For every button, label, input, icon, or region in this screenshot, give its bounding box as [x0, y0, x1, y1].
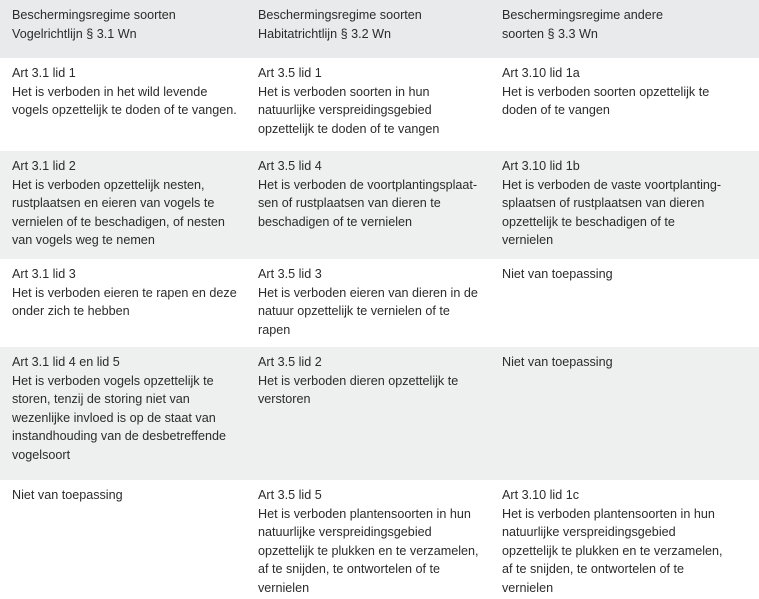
cell-text: van vogels weg te nemen	[12, 233, 155, 248]
table-cell	[0, 151, 246, 259]
cell-text: instandhouding van de desbetreffende	[12, 429, 227, 444]
cell-text: vernielen	[502, 580, 554, 595]
cell-text: Het is verboden eieren van dieren in de	[258, 285, 478, 300]
table-row	[0, 151, 759, 259]
article-ref: Art 3.1 lid 1	[12, 66, 76, 80]
article-ref: Art 3.5 lid 1	[258, 66, 322, 80]
cell-text: storen, tenzij de storing niet van	[12, 392, 190, 407]
header-text: Habitatrichtlijn § 3.2 Wn	[258, 26, 391, 41]
cell-text: Het is verboden plantensoorten in hun	[502, 506, 715, 521]
table-row	[0, 58, 759, 151]
cell-text: beschadigen of te vernielen	[258, 214, 413, 229]
header-text: Beschermingsregime soorten	[12, 8, 176, 22]
cell-text: Het is verboden de voortplantingsplaat-	[258, 177, 478, 192]
cell-text: sen of rustplaatsen van dieren te	[258, 196, 441, 211]
cell-text: vernielen of te beschadigen, of nesten	[12, 214, 225, 229]
cell-text: natuurlijke verspreidingsgebied	[258, 525, 432, 540]
article-ref: Art 3.5 lid 3	[258, 267, 322, 281]
cell-text: opzettelijk te plukken en te verzamelen,	[502, 543, 723, 558]
cell-text: natuur opzettelijk te vernielen of te	[258, 304, 450, 319]
cell-text: Het is verboden vogels opzettelijk te	[12, 373, 214, 388]
cell-text: doden of te vangen	[502, 103, 610, 118]
table-cell	[246, 480, 490, 599]
header-cell-habitatrichtlijn	[246, 0, 490, 58]
table-cell	[0, 480, 246, 599]
table-cell	[246, 151, 490, 259]
table-cell	[490, 347, 759, 480]
article-ref: Art 3.10 lid 1c	[502, 488, 580, 502]
table-row	[0, 259, 759, 347]
article-ref: Art 3.10 lid 1b	[502, 159, 580, 173]
article-ref: Art 3.1 lid 4 en lid 5	[12, 355, 120, 369]
header-text: Vogelrichtlijn § 3.1 Wn	[12, 26, 137, 41]
table-cell	[0, 347, 246, 480]
cell-text: vogelsoort	[12, 447, 71, 462]
cell-text: af te snijden, te ontwortelen of te	[258, 562, 441, 577]
cell-text: Het is verboden de vaste voortplanting-	[502, 177, 722, 192]
table-row	[0, 480, 759, 599]
cell-text: opzettelijk te plukken en te verzamelen,	[258, 543, 479, 558]
table-cell	[490, 259, 759, 347]
header-cell-vogelrichtlijn	[0, 0, 246, 58]
not-applicable-text: Niet van toepassing	[502, 267, 613, 281]
cell-text: natuurlijke verspreidingsgebied	[502, 525, 676, 540]
cell-text: Het is verboden soorten opzettelijk te	[502, 84, 710, 99]
header-text: soorten § 3.3 Wn	[502, 26, 598, 41]
cell-text: Het is verboden in het wild levende	[12, 84, 208, 99]
table-cell	[246, 259, 490, 347]
table-row	[0, 347, 759, 480]
cell-text: rustplaatsen en eieren van vogels te	[12, 196, 215, 211]
table-cell	[490, 480, 759, 599]
cell-text: wezenlijke invloed is op de staat van	[12, 410, 216, 425]
article-ref: Art 3.5 lid 5	[258, 488, 322, 502]
cell-text: opzettelijk te beschadigen of te	[502, 214, 675, 229]
cell-text: splaatsen of rustplaatsen van dieren	[502, 196, 705, 211]
article-ref: Art 3.1 lid 3	[12, 267, 76, 281]
header-text: Beschermingsregime andere	[502, 8, 664, 22]
table-cell	[0, 259, 246, 347]
cell-text: natuurlijke verspreidingsgebied	[258, 103, 432, 118]
not-applicable-text: Niet van toepassing	[12, 488, 123, 502]
article-ref: Art 3.5 lid 2	[258, 355, 322, 369]
article-ref: Art 3.5 lid 4	[258, 159, 322, 173]
cell-text: vogels opzettelijk te doden of te vangen.	[12, 103, 237, 118]
cell-text: Het is verboden dieren opzettelijk te	[258, 373, 459, 388]
cell-text: Het is verboden eieren te rapen en deze	[12, 285, 237, 300]
table-header-row	[0, 0, 759, 58]
not-applicable-text: Niet van toepassing	[502, 355, 613, 369]
cell-text: rapen	[258, 322, 291, 337]
header-text: Beschermingsregime soorten	[258, 8, 422, 22]
table-cell	[490, 58, 759, 151]
table-cell	[490, 151, 759, 259]
table-cell	[246, 347, 490, 480]
cell-text: opzettelijk te doden of te vangen	[258, 121, 440, 136]
cell-text: Het is verboden soorten in hun	[258, 84, 430, 99]
table-cell	[246, 58, 490, 151]
cell-text: Het is verboden opzettelijk nesten,	[12, 177, 205, 192]
cell-text: vernielen	[258, 580, 310, 595]
cell-text: Het is verboden plantensoorten in hun	[258, 506, 471, 521]
article-ref: Art 3.1 lid 2	[12, 159, 76, 173]
cell-text: af te snijden, te ontwortelen of te	[502, 562, 685, 577]
cell-text: verstoren	[258, 392, 311, 407]
article-ref: Art 3.10 lid 1a	[502, 66, 580, 80]
header-cell-andere-soorten	[490, 0, 759, 58]
cell-text: onder zich te hebben	[12, 304, 130, 319]
cell-text: vernielen	[502, 233, 554, 248]
table-cell	[0, 58, 246, 151]
